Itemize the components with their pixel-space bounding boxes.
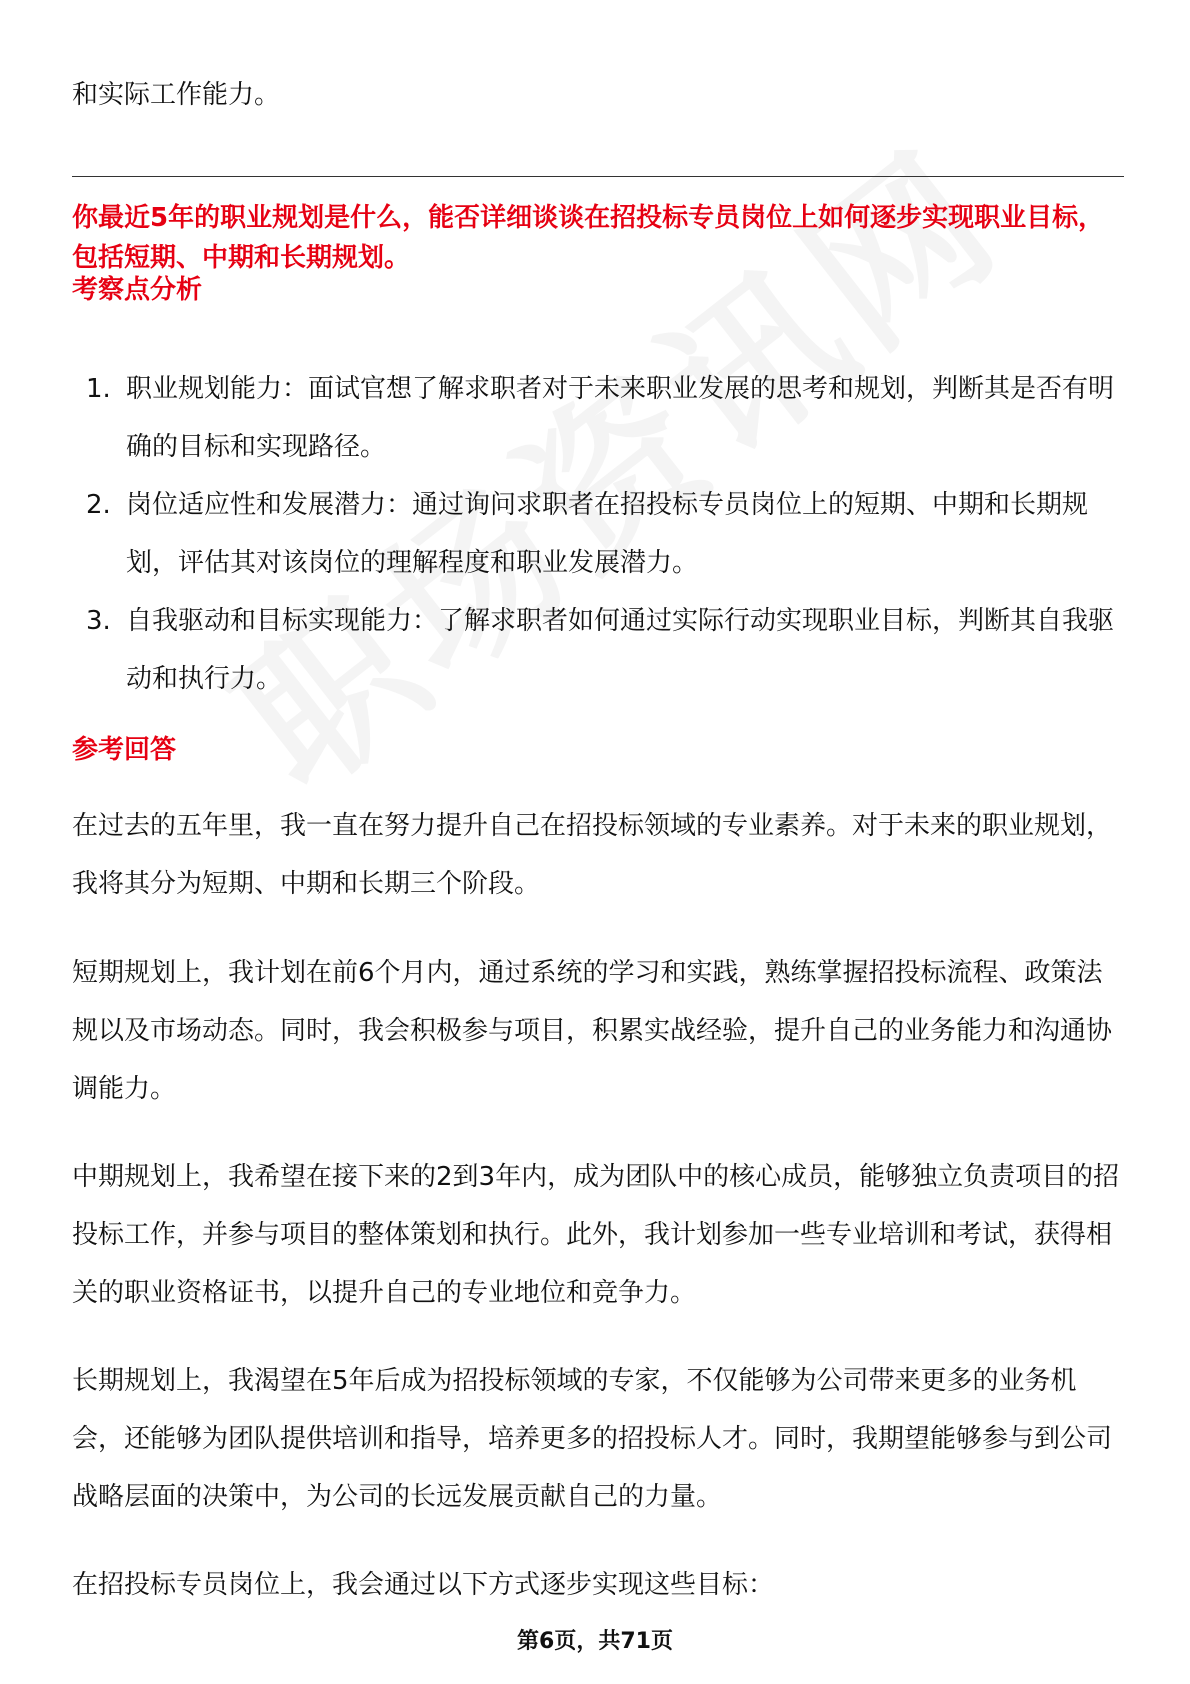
answer-paragraph-1: 在过去的五年里，我一直在努力提升自己在招投标领域的专业素养。对于未来的职业规划，我将其分为短期、中期和长期三个阶段。 xyxy=(72,811,1113,899)
analysis-item-text: 自我驱动和目标实现能力：了解求职者如何通过实际行动实现职业目标，判断其自我驱动和执行力。 xyxy=(126,606,1115,694)
analysis-item-1 xyxy=(72,360,1124,476)
question-title: 你最近5年的职业规划是什么，能否详细谈谈在招投标专员岗位上如何逐步实现职业目标，包括短期、中期和长期规划。 xyxy=(72,203,1105,273)
analysis-item-3 xyxy=(72,592,1124,708)
analysis-list xyxy=(72,360,1124,708)
answer-heading: 参考回答 xyxy=(72,735,177,765)
section-divider xyxy=(72,176,1124,177)
list-number: 3. xyxy=(86,606,111,636)
list-number: 1. xyxy=(86,374,111,404)
analysis-item-text: 职业规划能力：面试官想了解求职者对于未来职业发展的思考和规划，判断其是否有明确的目标和实现路径。 xyxy=(126,374,1115,462)
answer-paragraph-4: 长期规划上，我渴望在5年后成为招投标领域的专家，不仅能够为公司带来更多的业务机会，还能够为团队提供培训和指导，培养更多的招投标人才。同时，我期望能够参与到公司战略层面的决策中，为公司的长远发展贡献自己的力量。 xyxy=(72,1366,1113,1512)
list-number: 2. xyxy=(86,490,111,520)
answer-paragraph-2: 短期规划上，我计划在前6个月内，通过系统的学习和实践，熟练掌握招投标流程、政策法规以及市场动态。同时，我会积极参与项目，积累实战经验，提升自己的业务能力和沟通协调能力。 xyxy=(72,958,1113,1104)
analysis-item-2 xyxy=(72,476,1124,592)
page-number: 第6页，共71页 xyxy=(517,1629,673,1654)
answer-paragraph-3: 中期规划上，我希望在接下来的2到3年内，成为团队中的核心成员，能够独立负责项目的招投标工作，并参与项目的整体策划和执行。此外，我计划参加一些专业培训和考试，获得相关的职业资格证书，以提升自己的专业地位和竞争力。 xyxy=(72,1162,1120,1308)
analysis-heading: 考察点分析 xyxy=(72,275,203,305)
analysis-item-text: 岗位适应性和发展潜力：通过询问求职者在招投标专员岗位上的短期、中期和长期规划，评估其对该岗位的理解程度和职业发展潜力。 xyxy=(126,490,1089,578)
intro-tail-text: 和实际工作能力。 xyxy=(72,80,281,110)
answer-paragraph-5: 在招投标专员岗位上，我会通过以下方式逐步实现这些目标： xyxy=(72,1570,775,1600)
